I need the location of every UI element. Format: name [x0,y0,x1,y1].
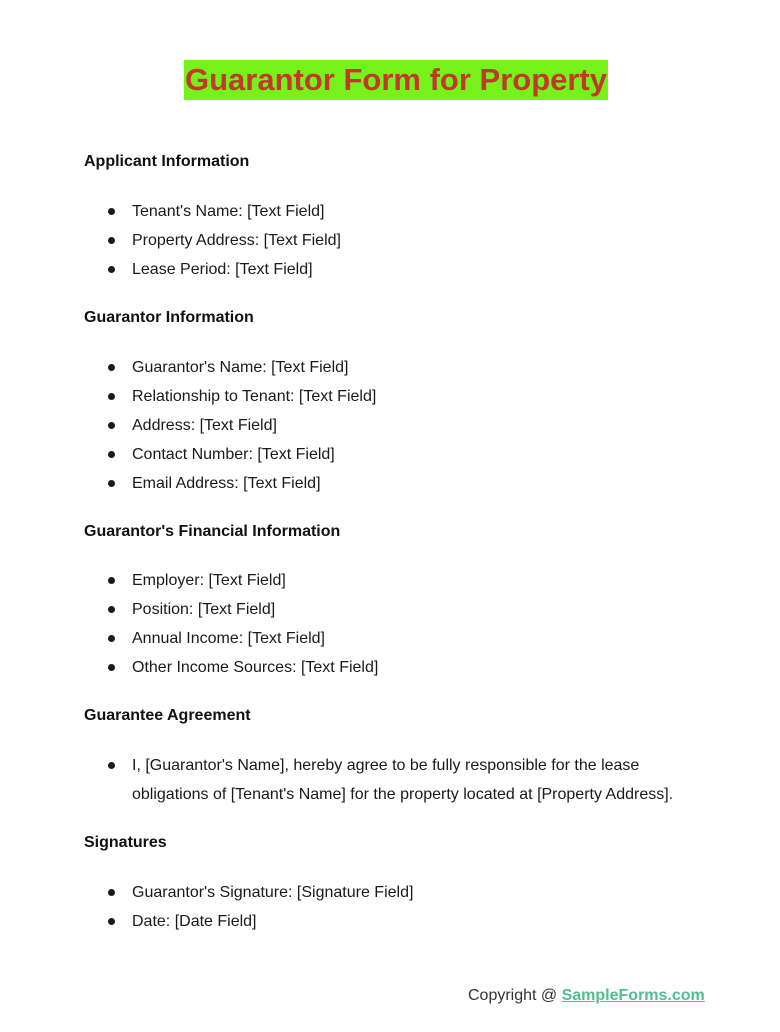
bullet-icon [108,393,115,400]
list-item-text: Email Address: [Text Field] [132,475,321,492]
list-item-text: Guarantor's Name: [Text Field] [132,359,349,376]
list-item-text: Address: [Text Field] [132,417,277,434]
list-item [108,624,688,653]
bullet-icon [108,918,115,925]
bullet-icon [108,577,115,584]
list-item [108,878,688,907]
section-applicant-information [84,152,704,278]
section-signatures [84,833,704,930]
list-item [108,255,688,284]
list-item [108,197,688,226]
list-item [108,595,688,624]
list-item [108,566,688,595]
field-list [108,878,688,936]
bullet-icon [108,422,115,429]
bullet-icon [108,364,115,371]
section-heading: Guarantor's Financial Information [84,523,341,540]
section-financial-information [84,522,704,676]
bullet-icon [108,606,115,613]
field-list [108,751,688,809]
bullet-icon [108,889,115,896]
bullet-icon [108,635,115,642]
field-list [108,353,688,498]
bullet-icon [108,451,115,458]
list-item-text: Contact Number: [Text Field] [132,446,335,463]
list-item-text: I, [Guarantor's Name], hereby agree to be fully responsible for the lease obligations of [Tenant's Name] for the property located at [Property Address]. [132,757,674,803]
list-item [108,907,688,936]
title-area [0,60,780,100]
list-item [108,751,688,809]
list-item [108,469,688,498]
footer-copyright [468,986,705,1006]
list-item-text: Lease Period: [Text Field] [132,261,313,278]
list-item-text: Guarantor's Signature: [Signature Field] [132,884,414,901]
field-list [108,197,688,284]
bullet-icon [108,208,115,215]
list-item-text: Relationship to Tenant: [Text Field] [132,388,377,405]
section-guarantee-agreement [84,706,704,803]
list-item [108,353,688,382]
list-item-text: Annual Income: [Text Field] [132,630,325,647]
list-item-text: Tenant's Name: [Text Field] [132,203,325,220]
list-item-text: Other Income Sources: [Text Field] [132,659,379,676]
section-heading: Guarantee Agreement [84,707,251,724]
section-guarantor-information [84,308,704,492]
list-item [108,382,688,411]
field-list [108,566,688,682]
brand-link[interactable]: SampleForms.com [561,987,705,1004]
bullet-icon [108,664,115,671]
list-item-text: Date: [Date Field] [132,913,257,930]
list-item [108,653,688,682]
bullet-icon [108,480,115,487]
bullet-icon [108,237,115,244]
list-item [108,226,688,255]
bullet-icon [108,762,115,769]
list-item-text: Property Address: [Text Field] [132,232,341,249]
list-item [108,440,688,469]
copyright-text: Copyright @ [468,987,562,1004]
section-heading: Applicant Information [84,153,250,170]
list-item-text: Employer: [Text Field] [132,572,286,589]
section-heading: Signatures [84,834,167,851]
bullet-icon [108,266,115,273]
page-title: Guarantor Form for Property [184,60,608,100]
list-item-text: Position: [Text Field] [132,601,276,618]
section-heading: Guarantor Information [84,309,254,326]
list-item [108,411,688,440]
